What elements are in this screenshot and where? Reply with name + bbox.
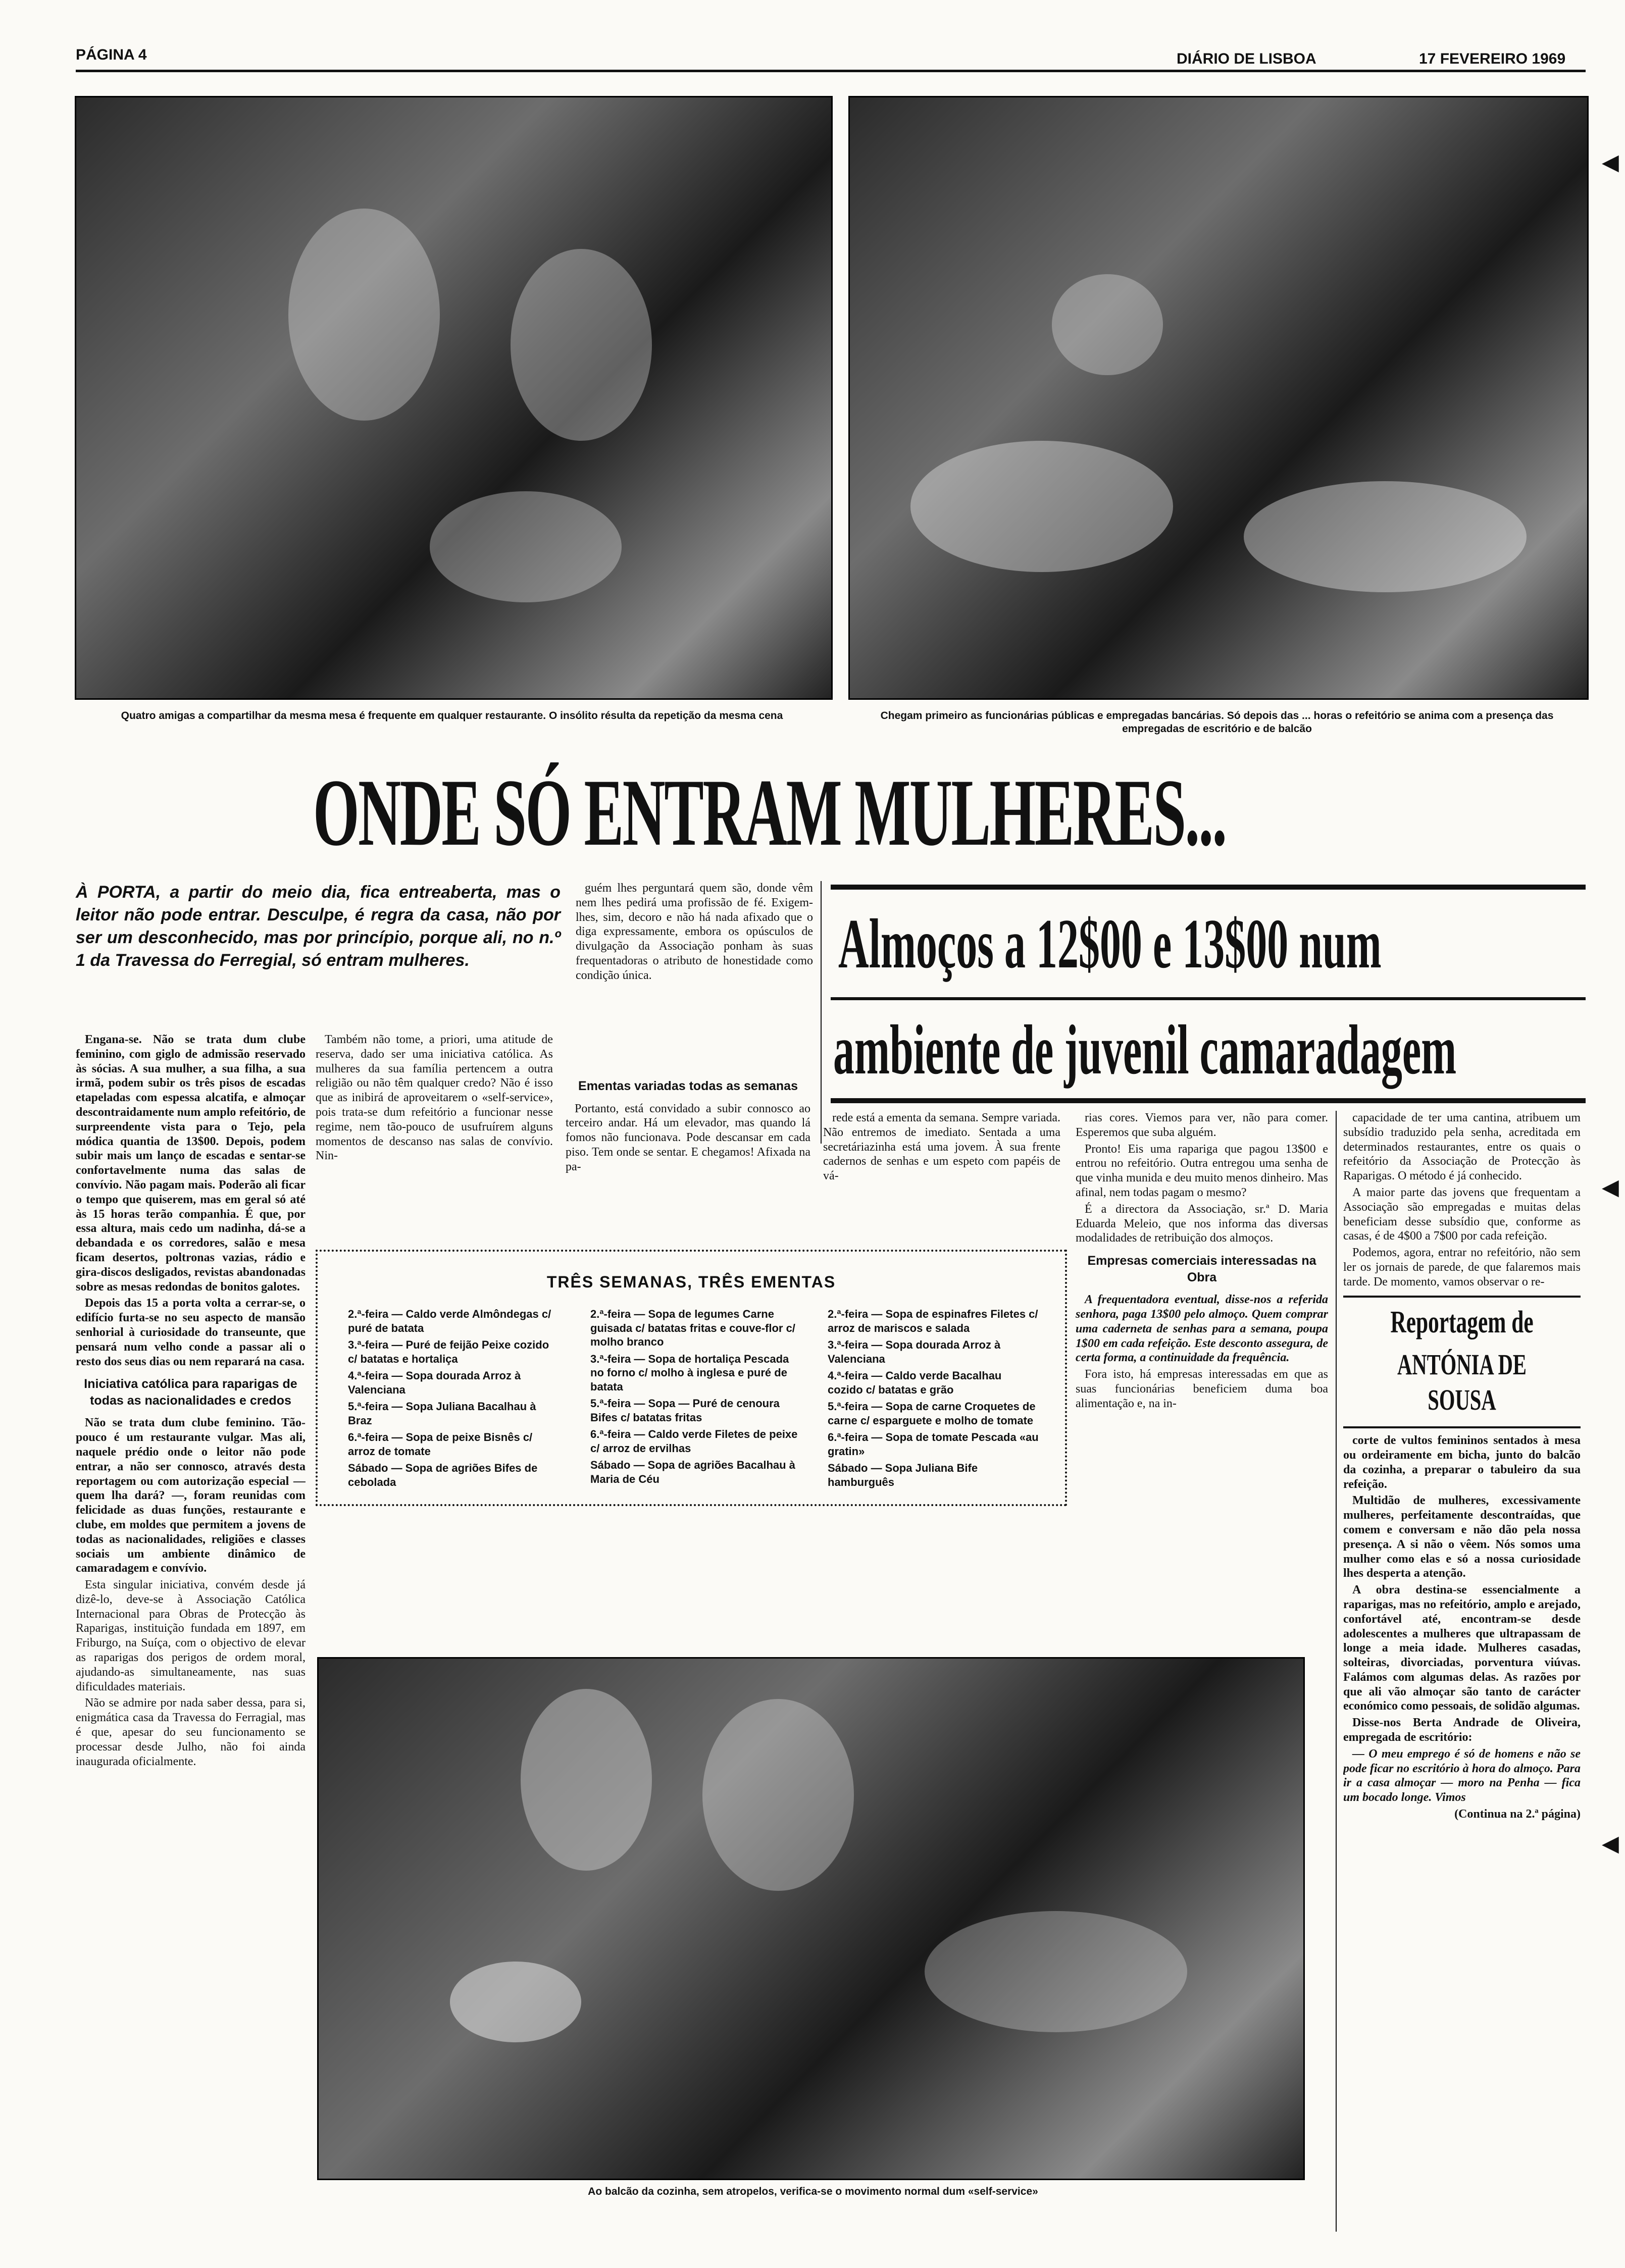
paragraph: Esta singular iniciativa, convém desde já dizê-lo, deve-se à Associação Católica Internacional para Obras de Protecção às Raparigas, instituição fundada em 1897, em Friburgo, na Suíça, com o objectivo de elevar as raparigas dos perigos de ordem moral, ajudando-as simultaneamente, nas suas dificuldades materiais. [76, 1578, 306, 1693]
menu-item: 5.ª-feira — Sopa de carne Croquetes de carne c/ esparguete e molho de tomate [828, 1400, 1036, 1427]
paragraph: Não se trata dum clube feminino. Tão-pouco é um restaurante vulgar. Mas ali, naquele prédio onde o leitor não pode entrar, a não ser connosco, através desta reportagem ou com autorização especial — quem lha dará? —, foram reunidas com felicidade as duas funções, restaurante e clube, em moldes que permitem a jovens de todas as nacionalidades, religiões e classes sociais um ambiente dinâmico de camaradagem e convívio. [76, 1416, 306, 1575]
menu-week-3 [828, 1307, 1040, 1492]
menu-item: 5.ª-feira — Sopa — Puré de cenoura Bifes c/ batatas fritas [590, 1397, 780, 1424]
subhead-rule-top [831, 885, 1586, 890]
paragraph: Fora isto, há empresas interessadas em que as suas funcionárias beneficiem duma boa alimentação e, na in- [1076, 1368, 1328, 1410]
column-divider [1336, 1111, 1337, 2232]
menu-item: 3.ª-feira — Sopa dourada Arroz à Valenciana [828, 1338, 1001, 1365]
column-3 [566, 1033, 810, 1245]
paragraph: Engana-se. Não se trata dum clube feminino, com giglo de admissão reservado às sócias. A sua mulher, a sua filha, a sua irmã, podem subir os três pisos de escadas etapeladas com espessa alcatifa, e almoçar descontraidamente num amplo refeitório, de surpreendente vista para o Tejo, pela módica quantia de 13$00. Depois, podem subir mais um lanço de escadas e sentar-se confortavelmente numa das salas de convívio. Não pagam mais. Poderão ali ficar o tempo que quiserem, mas em geral só até às 15 horas terão companhia. É que, por essa altura, mais cedo um nadinha, dá-se a debandada e os corredores, salão e mesa ficam desertos, poltronas vazias, rádio e gira-discos desligados, revistas abandonadas sobre as mesas redondas de bonitos galotes. [76, 1033, 306, 1294]
column-6 [1343, 1111, 1581, 2232]
byline-author: ANTÓNIA DE SOUSA [1397, 1348, 1527, 1416]
paragraph: Depois das 15 a porta volta a cerrar-se, o edifício furta-se no seu aspecto de mansão senhorial à curiosidade do transeunte, que pensará num velho conde a passar ali o resto dos seus dias ou nem reparará na casa. [76, 1297, 306, 1368]
header-rule [76, 70, 1586, 72]
menu-item: 3.ª-feira — Sopa de hortaliça Pescada no forno c/ molho à inglesa e puré de batata [590, 1352, 789, 1393]
paragraph: Podemos, agora, entrar no refeitório, não sem ler os jornais de parede, de que falaremos mais tarde. De momento, vamos observar o re- [1343, 1246, 1581, 1288]
photo-refectory-tables [848, 96, 1589, 700]
paragraph: Portanto, está convidado a subir connosco ao terceiro andar. Há um elevador, mas quando lá fomos não funcionava. Pode descansar em cada piso. Tem onde se sentar. E chegamos! Afixada na pa- [566, 1102, 810, 1173]
paragraph: — O meu emprego é só de homens e não se pode ficar no escritório à hora do almoço. Para ir a casa almoçar — moro na Penha — fica um bocado longe. Vimos [1343, 1747, 1581, 1805]
menu-box [316, 1250, 1067, 1506]
paragraph: Multidão de mulheres, excessivamente mulheres, perfeitamente descontraídas, que comem e conversam e não dão pela nossa presença. A si não o vêem. Nós somos uma mulher como elas e só a nossa curiosidade lhes desperta a atenção. [1343, 1494, 1581, 1580]
issue-date: 17 FEVEREIRO 1969 [1419, 50, 1566, 67]
paragraph: guém lhes perguntará quem são, donde vêm nem lhes pedirá uma profissão de fé. Exigem-lhes, sim, decoro e não há nada afixado que o diga expressamente, embora os opúsculos de divulgação da Associação ponham às suas frequentadoras o atributo de honestidade como condição única. [576, 882, 813, 982]
column-divider [821, 881, 822, 1144]
subhead-rule-mid [831, 997, 1586, 1000]
column-5 [1076, 1111, 1328, 1646]
paragraph: Não se admire por nada saber dessa, para si, enigmática casa da Travessa do Ferragial, mas é que, apesar do seu funcionamento se processar desde Julho, não foi ainda inaugurada oficialmente. [76, 1696, 306, 1768]
edge-arrow-icon: ◀ [1602, 1175, 1619, 1200]
menu-item: Sábado — Sopa de agriões Bacalhau à Maria de Céu [590, 1459, 795, 1485]
page-number: PÁGINA 4 [76, 46, 147, 63]
caption-bottom: Ao balcão da cozinha, sem atropelos, verifica-se o movimento normal dum «self-service» [588, 2186, 1038, 2197]
menu-item: 2.ª-feira — Caldo verde Almôndegas c/ puré de batata [348, 1308, 551, 1334]
photo-four-friends [75, 96, 833, 700]
edge-arrow-icon: ◀ [1602, 1831, 1619, 1856]
paragraph: A maior parte das jovens que frequentam a Associação são empregadas e muitas delas beneficiam desse subsídio que, conforme as casas, é de 4$00 a 7$00 por cada refeição. [1343, 1185, 1581, 1243]
menu-week-2 [590, 1307, 802, 1489]
caption-top-left: Quatro amigas a compartilhar da mesma mesa é frequente em qualquer restaurante. O insólito résulta da repetição da mesma cena [121, 710, 783, 721]
subhead-rule-bottom [831, 1098, 1586, 1103]
section-heading: Iniciativa católica para raparigas de todas as nacionalidades e credos [84, 1377, 297, 1408]
menu-item: 6.ª-feira — Sopa de peixe Bisnês c/ arroz de tomate [348, 1431, 533, 1458]
menu-title: TRÊS SEMANAS, TRÊS EMENTAS [546, 1273, 836, 1291]
column-1 [76, 1033, 306, 2234]
menu-item: Sábado — Sopa Juliana Bife hamburguês [828, 1462, 978, 1488]
paragraph: Também não tome, a priori, uma atitude de reserva, dado ser uma iniciativa católica. As mulheres da sua família pertencem a outra religião ou não têm qualquer credo? Não é isso que as inibirá de aproveitarem o «self-service», pois trata-se dum refeitório a funcionar nesse regime, nem tão-pouco de usufruírem alguns momentos de descanso nas salas de convívio. Nin- [316, 1033, 553, 1163]
paragraph: rias cores. Viemos para ver, não para comer. Esperemos que suba alguém. [1076, 1111, 1328, 1139]
section-heading: Ementas variadas todas as semanas [578, 1079, 798, 1093]
photo-kitchen-counter [317, 1657, 1305, 2180]
byline-rule [1343, 1426, 1581, 1428]
paragraph: A frequentadora eventual, disse-nos a referida senhora, paga 13$00 pelo almoço. Quem comprar uma caderneta de senhas para a semana, poupa 1$00 em cada refeição. Este desconto assegura, de certa forma, a continuidade da frequência. [1076, 1293, 1328, 1365]
section-heading: Empresas comerciais interessadas na Obra [1087, 1254, 1316, 1284]
menu-item: 6.ª-feira — Caldo verde Filetes de peixe c/ arroz de ervilhas [590, 1428, 798, 1455]
main-headline: ONDE SÓ ENTRAM MULHERES... [313, 760, 1226, 866]
menu-item: 3.ª-feira — Puré de feijão Peixe cozido c/ batatas e hortaliça [348, 1338, 549, 1365]
lede-paragraph: À PORTA, a partir do meio dia, fica entreaberta, mas o leitor não pode entrar. Desculpe, é regra da casa, não por ser um desconhecido, mas por princípio, porque ali, no n.º 1 da Travessa do Ferregial, só entram mulheres. [76, 883, 561, 970]
subhead-line-2: ambiente de juvenil camaradagem [833, 1011, 1457, 1089]
byline-rule [1343, 1296, 1581, 1298]
menu-item: 2.ª-feira — Sopa de legumes Carne guisada c/ batatas fritas e couve-flor c/ molho branco [590, 1308, 795, 1348]
paragraph: É a directora da Associação, sr.ª D. Maria Eduarda Meleio, que nos informa das diversas modalidades de retribuição dos almoços. [1076, 1202, 1328, 1245]
menu-item: Sábado — Sopa de agriões Bifes de cebolada [348, 1462, 538, 1488]
paragraph: A obra destina-se essencialmente a raparigas, mas no refeitório, amplo e arejado, confortável até, encontram-se desde adolescentes a mulheres que ultrapassam de longe a meia idade. Mulheres casadas, solteiras, divorciadas, porventura viúvas. Falámos com algumas delas. As razões por que ali vão almoçar são tanto de carácter económico como pessoais, de solidão algumas. [1343, 1583, 1581, 1713]
continued-note: (Continua na 2.ª página) [1454, 1808, 1581, 1821]
byline-label: Reportagem de [1390, 1305, 1534, 1339]
paragraph: corte de vultos femininos sentados à mesa ou ordeiramente em bicha, junto do balcão da cozinha, a preparar o tabuleiro da sua refeição. [1343, 1434, 1581, 1491]
paragraph: rede está a ementa da semana. Sempre variada. Não entremos de imediato. Sentada a uma secretáriazinha está uma jovem. À sua frente cadernos de senhas e um espeto com papéis de vá- [823, 1111, 1060, 1183]
paragraph: Pronto! Eis uma rapariga que pagou 13$00 e entrou no refeitório. Outra entregou uma senha de que vinha munida e deu muito menos dinheiro. Mas afinal, nem todas pagam o mesmo? [1076, 1142, 1328, 1199]
paragraph: Disse-nos Berta Andrade de Oliveira, empregada de escritório: [1343, 1716, 1581, 1744]
newspaper-name: DIÁRIO DE LISBOA [1177, 50, 1316, 67]
column-4 [823, 1111, 1060, 1247]
menu-item: 5.ª-feira — Sopa Juliana Bacalhau à Braz [348, 1400, 536, 1427]
caption-top-right: Chegam primeiro as funcionárias públicas e empregadas bancárias. Só depois das ... horas o refeitório se anima com a presença das empregadas de escritório e de balcão [880, 710, 1554, 735]
menu-item: 4.ª-feira — Caldo verde Bacalhau cozido c/ batatas e grão [828, 1369, 1002, 1396]
paragraph: capacidade de ter uma cantina, atribuem um subsídio traduzido pela senha, acreditada em determinados restaurantes, entre os quais o refeitório da Associação de Protecção às Raparigas. O método é já conhecido. [1343, 1111, 1581, 1183]
menu-item: 4.ª-feira — Sopa dourada Arroz à Valenciana [348, 1369, 521, 1396]
column-2 [316, 1033, 553, 1245]
menu-item: 2.ª-feira — Sopa de espinafres Filetes c/ arroz de mariscos e salada [828, 1308, 1038, 1334]
subhead-line-1: Almoços a 12$00 e 13$00 num [838, 905, 1382, 983]
edge-arrow-icon: ◀ [1602, 150, 1619, 175]
menu-item: 6.ª-feira — Sopa de tomate Pescada «au gratin» [828, 1431, 1039, 1458]
menu-week-1 [348, 1307, 560, 1492]
